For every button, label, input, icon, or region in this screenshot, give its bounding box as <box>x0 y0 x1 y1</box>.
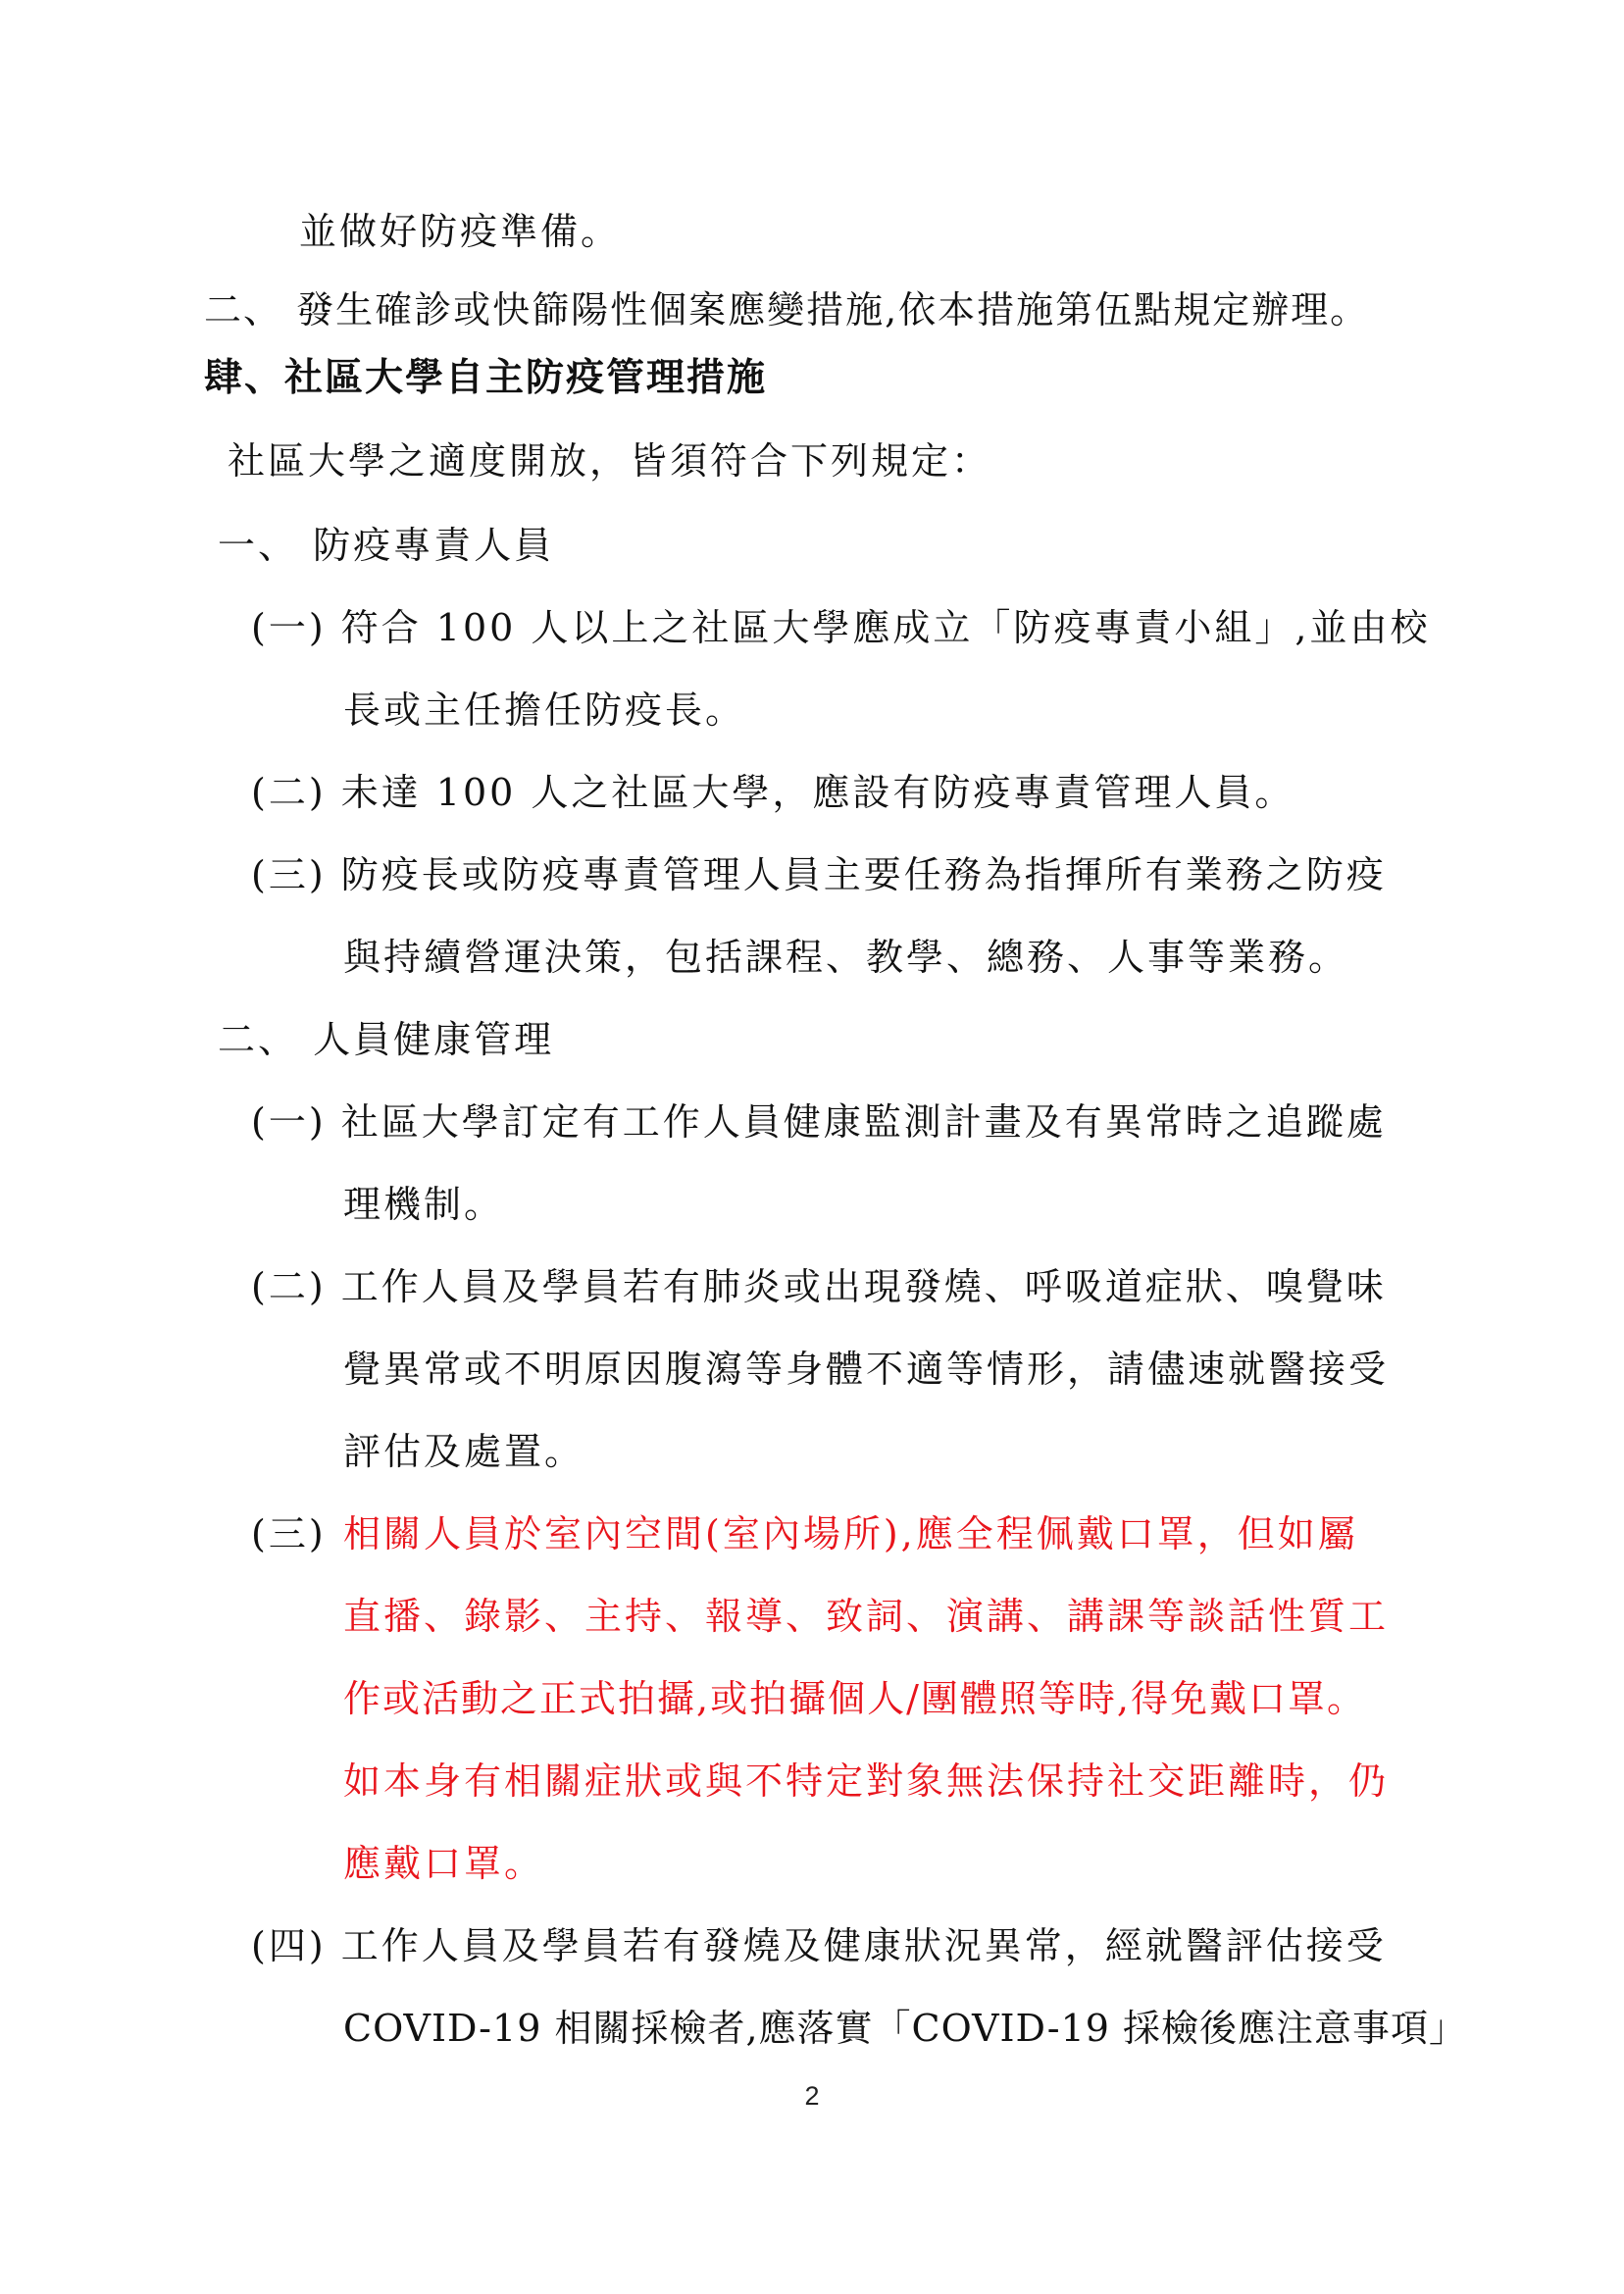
subsection-heading: 二、 人員健康管理 <box>218 1018 555 1061</box>
text-line: COVID-19 相關採檢者,應落實「COVID-19 採檢後應注意事項」 <box>343 2007 1467 2050</box>
list-item: (三) 防疫長或防疫專責管理人員主要任務為指揮所有業務之防疫 <box>251 853 1387 896</box>
highlighted-text: 作或活動之正式拍攝,或拍攝個人/團體照等時,得免戴口罩。 <box>343 1677 1366 1720</box>
list-item: 二、 發生確診或快篩陽性個案應變措施,依本措施第伍點規定辦理。 <box>204 288 1370 331</box>
text-line: 覺異常或不明原因腹瀉等身體不適等情形，請儘速就醫接受 <box>343 1348 1390 1391</box>
section-heading: 肆、社區大學自主防疫管理措施 <box>204 356 768 400</box>
text-line: 評估及處置。 <box>343 1430 585 1473</box>
list-item: (二) 未達 100 人之社區大學，應設有防疫專責管理人員。 <box>251 771 1295 814</box>
list-item: (四) 工作人員及學員若有發燒及健康狀況異常，經就醫評估接受 <box>251 1924 1387 1967</box>
text-line: 並做好防疫準備。 <box>299 210 622 253</box>
text-line: 社區大學之適度開放，皆須符合下列規定： <box>228 439 992 483</box>
highlighted-text: 如本身有相關症狀或與不特定對象無法保持社交距離時，仍 <box>343 1759 1390 1803</box>
subsection-heading: 一、 防疫專責人員 <box>218 524 555 567</box>
text-line: 與持續營運決策，包括課程、教學、總務、人事等業務。 <box>343 936 1349 979</box>
list-item: (一) 符合 100 人以上之社區大學應成立「防疫專責小組」,並由校 <box>251 606 1431 649</box>
text-line: 長或主任擔任防疫長。 <box>343 688 746 732</box>
list-marker: (三) <box>251 1512 327 1555</box>
highlighted-text: 直播、錄影、主持、報導、致詞、演講、講課等談話性質工 <box>343 1595 1390 1638</box>
text-line: 理機制。 <box>343 1183 505 1226</box>
list-item: (二) 工作人員及學員若有肺炎或出現發燒、呼吸道症狀、嗅覺味 <box>251 1265 1387 1308</box>
page-number: 2 <box>804 2081 820 2111</box>
list-item: (一) 社區大學訂定有工作人員健康監測計畫及有異常時之追蹤處 <box>251 1100 1387 1144</box>
highlighted-text: 相關人員於室內空間(室內場所),應全程佩戴口罩，但如屬 <box>343 1512 1358 1555</box>
highlighted-text: 應戴口罩。 <box>343 1842 545 1885</box>
